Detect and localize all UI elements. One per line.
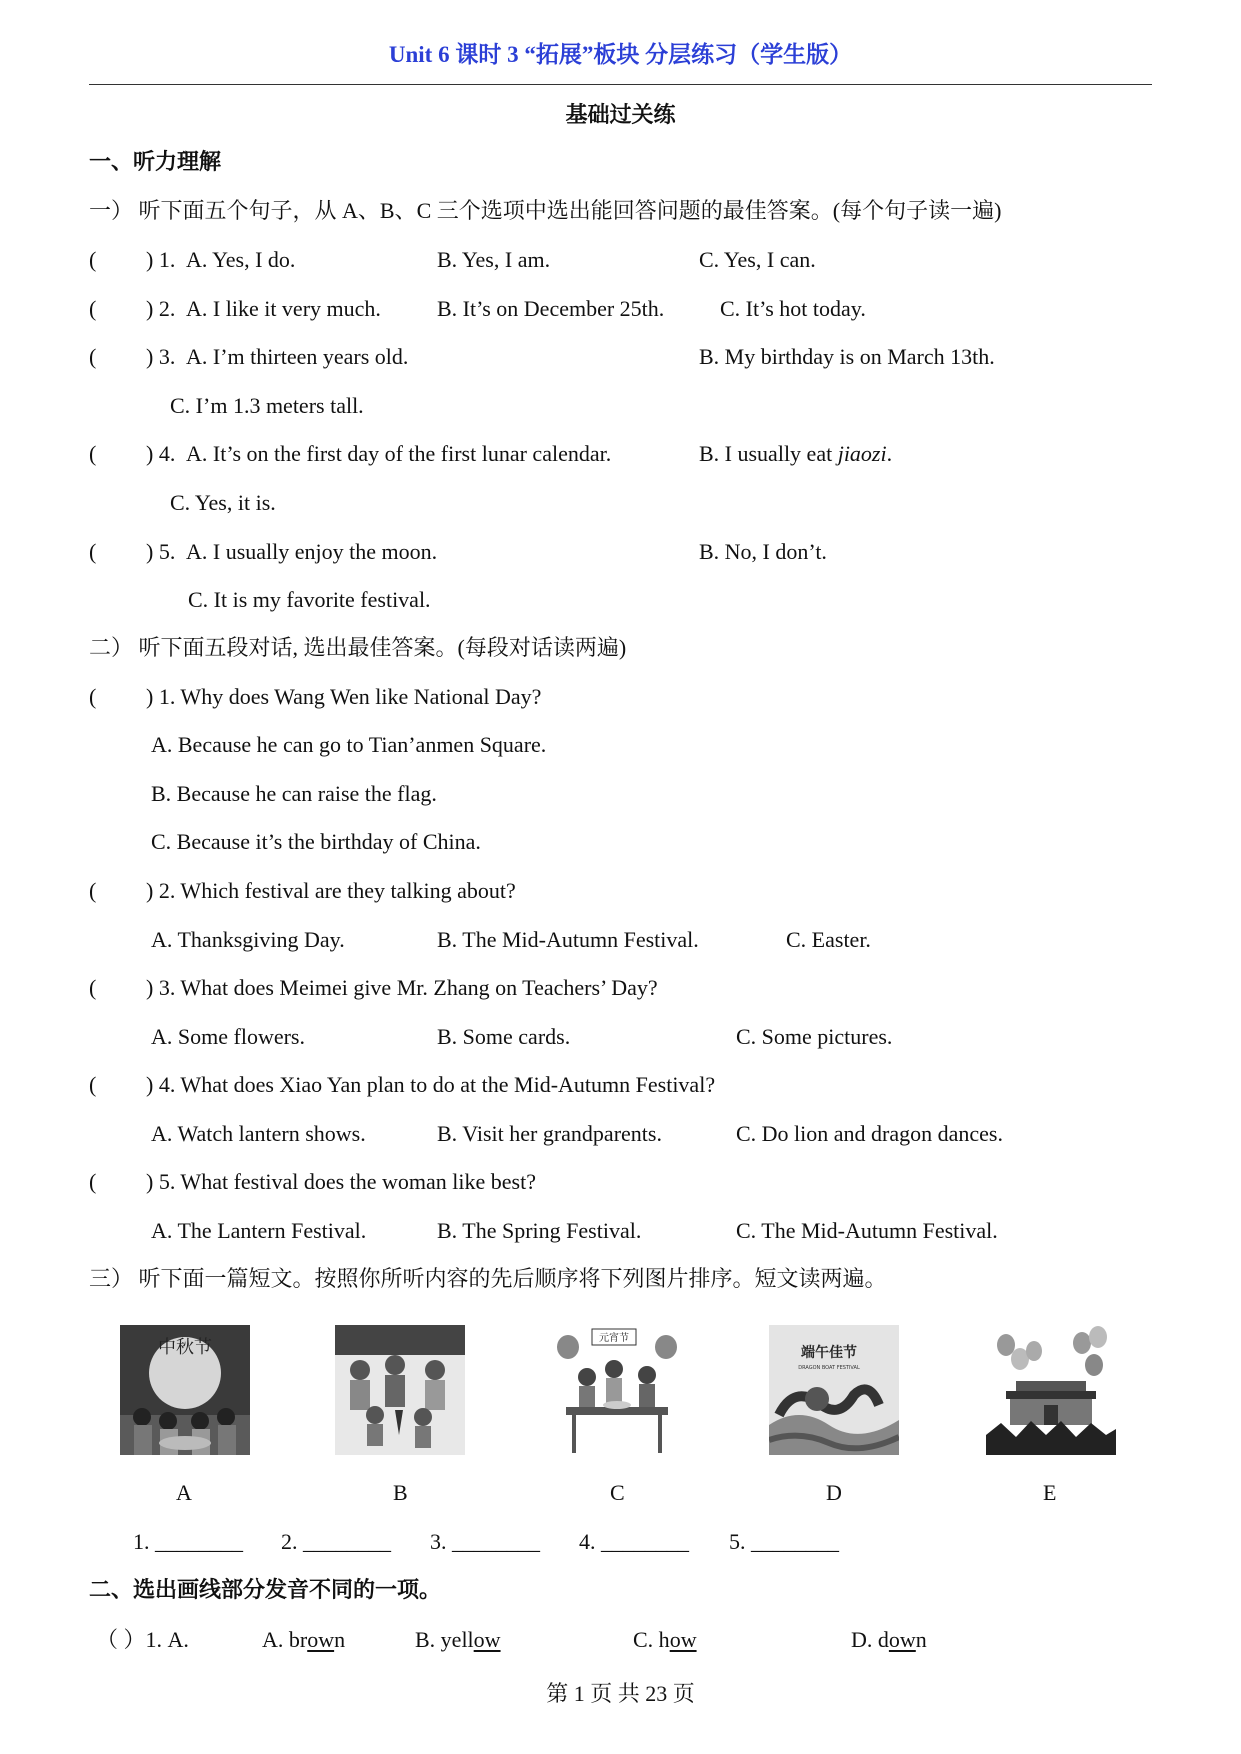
question: ) 1. Why does Wang Wen like National Day? [146,684,542,709]
question: ) 3. What does Meimei give Mr. Zhang on Teachers’ Day? [146,975,658,1000]
option-c: C. Do lion and dragon dances. [736,1121,1003,1146]
picture-e-national-day [986,1325,1116,1455]
underlined-sound: ow [473,1627,501,1652]
option-a: A. I usually enjoy the moon. [186,539,438,564]
pron-option-d: D. down [851,1627,927,1652]
question: ) 2. Which festival are they talking about? [146,878,516,903]
option-a: A. Because he can go to Tian’anmen Square. [151,732,547,757]
question-number: ) 1. [146,247,176,272]
header-rule [89,84,1152,85]
option-a: A. Yes, I do. [186,247,296,272]
order-blank-5[interactable]: 5. ________ [729,1529,839,1554]
picture-label-b: B [393,1480,408,1505]
picture-d-dragon-boat-festival [769,1325,899,1455]
question: ) 4. What does Xiao Yan plan to do at the Mid-Autumn Festival? [146,1072,716,1097]
picture-label-e: E [1043,1480,1057,1505]
option-a: A. It’s on the first day of the first lunar calendar. [186,441,612,466]
lantern-banner-text: 元宵节 [599,1333,629,1344]
question-number: ) 4. [146,441,176,466]
option-b: B. My birthday is on March 13th. [699,344,995,369]
order-blank-4[interactable]: 4. ________ [579,1529,689,1554]
option-c: C. Yes, it is. [170,490,276,515]
option-a: A. Watch lantern shows. [151,1121,366,1146]
underlined-sound: ow [888,1627,916,1652]
underlined-sound: ow [307,1627,335,1652]
pron-option-b: B. yellow [415,1627,501,1652]
document-header-title: Unit 6 课时 3 “拓展”板块 分层练习（学生版） [388,42,853,67]
moon-caption-char-1: 中秋节 [158,1337,212,1358]
section-title: 基础过关练 [565,102,676,127]
option-a: A. I like it very much. [186,296,381,321]
question-number: ) 3. [146,344,176,369]
sub1-instruction: 一） 听下面五个句子，从 A、B、C 三个选项中选出能回答问题的最佳答案。(每个句子读一遍) [89,198,1002,223]
option-b: B. Visit her grandparents. [437,1121,662,1146]
option-a: A. Thanksgiving Day. [151,927,345,952]
option-b: B. I usually eat jiaozi. [699,441,893,466]
option-b: B. It’s on December 25th. [437,296,665,321]
option-c: C. Easter. [786,927,871,952]
option-c: C. Yes, I can. [699,247,816,272]
picture-b-spring-festival [335,1325,465,1455]
question: ) 5. What festival does the woman like best? [146,1169,536,1194]
option-a: A. Some flowers. [151,1024,305,1049]
option-b: B. Because he can raise the flag. [151,781,437,806]
option-c: C. Because it’s the birthday of China. [151,829,481,854]
option-a: A. I’m thirteen years old. [186,344,409,369]
option-c: C. Some pictures. [736,1024,893,1049]
option-c: C. I’m 1.3 meters tall. [170,393,364,418]
option-c: C. It’s hot today. [720,296,866,321]
answer-paren[interactable]: ( [89,539,97,564]
question-number: ) 5. [146,539,176,564]
part2-heading: 二、选出画线部分发音不同的一项。 [89,1577,442,1602]
italic-word: jiaozi [837,441,887,466]
option-b: B. Some cards. [437,1024,571,1049]
order-blank-3[interactable]: 3. ________ [430,1529,540,1554]
picture-c-lantern-festival [552,1325,682,1455]
picture-a-mid-autumn [120,1325,250,1455]
sub2-instruction: 二） 听下面五段对话, 选出最佳答案。(每段对话读两遍) [89,635,627,660]
answer-paren[interactable]: ( [89,344,97,369]
option-b: B. The Spring Festival. [437,1218,642,1243]
answer-paren[interactable]: ( [89,975,97,1000]
answer-paren[interactable]: ( [89,441,97,466]
order-blank-2[interactable]: 2. ________ [281,1529,391,1554]
answer-paren[interactable]: ( [89,1169,97,1194]
part2-question-number[interactable]: （ ）1. A. [96,1627,189,1652]
underlined-sound: ow [669,1627,697,1652]
option-a: A. The Lantern Festival. [151,1218,367,1243]
dragon-boat-title: 端午佳节 [801,1345,857,1361]
part1-heading: 一、听力理解 [89,149,222,174]
option-b: B. No, I don’t. [699,539,827,564]
option-c: C. It is my favorite festival. [188,587,431,612]
picture-label-d: D [826,1480,842,1505]
sub3-instruction: 三） 听下面一篇短文。按照你所听内容的先后顺序将下列图片排序。短文读两遍。 [89,1266,887,1291]
picture-label-c: C [610,1480,625,1505]
order-blank-1[interactable]: 1. ________ [133,1529,243,1554]
option-b: B. Yes, I am. [437,247,551,272]
dragon-boat-subtitle: DRAGON BOAT FESTIVAL [798,1365,860,1371]
answer-paren[interactable]: ( [89,296,97,321]
pron-option-c: C. how [633,1627,697,1652]
answer-paren[interactable]: ( [89,878,97,903]
page-footer: 第 1 页 共 23 页 [546,1681,695,1706]
picture-label-a: A [176,1480,192,1505]
answer-paren[interactable]: ( [89,684,97,709]
answer-paren[interactable]: ( [89,1072,97,1097]
option-b: B. The Mid-Autumn Festival. [437,927,699,952]
option-c: C. The Mid-Autumn Festival. [736,1218,998,1243]
answer-paren[interactable]: ( [89,247,97,272]
pron-option-a: A. brown [262,1627,346,1652]
question-number: ) 2. [146,296,176,321]
